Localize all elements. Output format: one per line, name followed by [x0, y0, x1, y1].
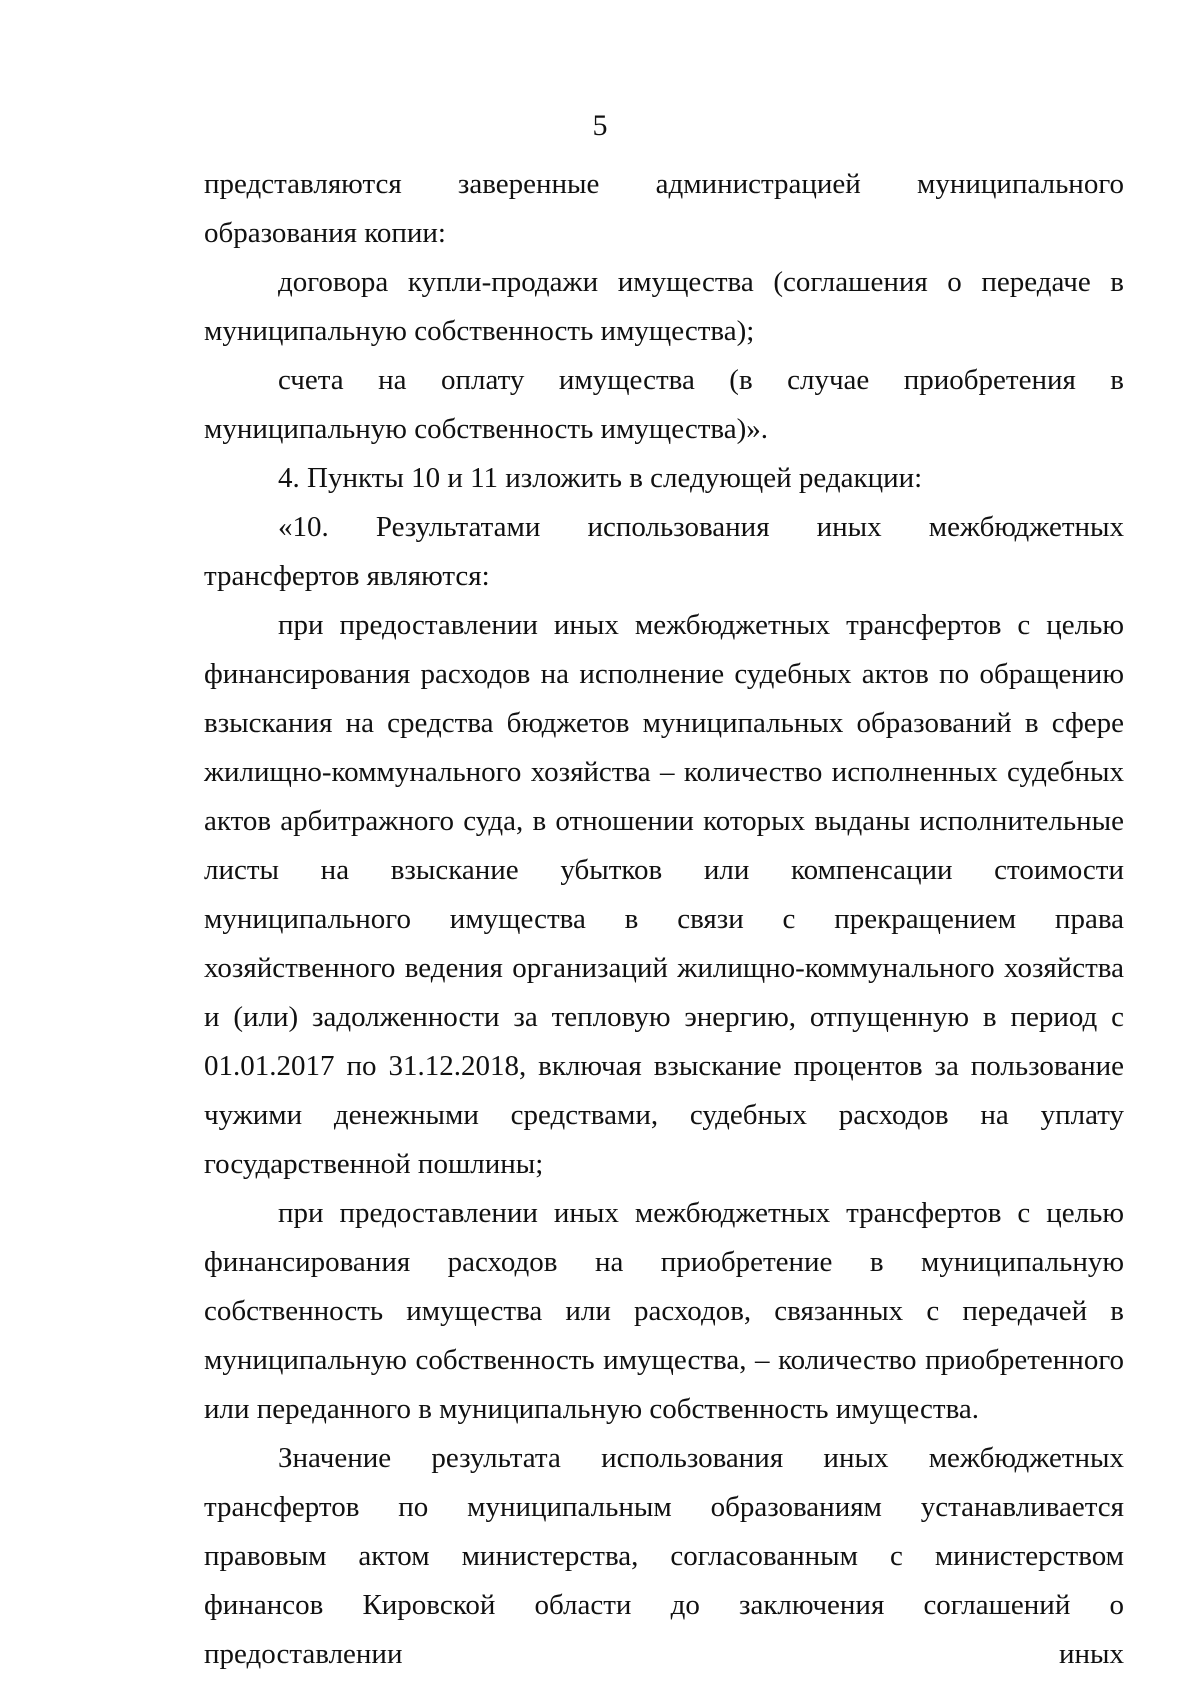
page-number: 5 [592, 109, 608, 142]
paragraph-copies-intro: представляются заверенные администрацией муниципального образования копии: [204, 168, 1124, 249]
paragraph-property-result: при предоставлении иных межбюджетных трансфертов с целью финансирования расходов на приобретение в муниципальную собственность имущества или расходов, связанных с передачей в муниципальную собственность имущества, – количество приобретенного или переданного в муниципальную собственность имущества. [204, 1197, 1124, 1425]
paragraph-invoice: счета на оплату имущества (в случае приобретения в муниципальную собственность имущества)». [204, 364, 1124, 445]
paragraph-item-10-intro: «10. Результатами использования иных межбюджетных трансфертов являются: [204, 511, 1124, 592]
paragraph-purchase-contract: договора купли-продажи имущества (соглашения о передаче в муниципальную собственность имущества); [204, 266, 1124, 347]
paragraph-court-acts-result: при предоставлении иных межбюджетных трансфертов с целью финансирования расходов на исполнение судебных актов по обращению взыскания на средства бюджетов муниципальных образований в сфере жилищно-коммунального хозяйства – количество исполненных судебных актов арбитражного суда, в отношении которых выданы исполнительные листы на взыскание убытков или компенсации стоимости муниципального имущества в связи с прекращением права хозяйственного ведения организаций жилищно-коммунального хозяйства и (или) задолженности за тепловую энергию, отпущенную в период с 01.01.2017 по 31.12.2018, включая взыскание процентов за пользование чужими денежными средствами, судебных расходов на уплату государственной пошлины; [204, 609, 1124, 1180]
paragraph-result-value: Значение результата использования иных межбюджетных трансфертов по муниципальным образованиям устанавливается правовым актом министерства, согласованным с министерством финансов Кировской области до заключения соглашений о предоставлении иных [204, 1442, 1124, 1670]
paragraph-item-4: 4. Пункты 10 и 11 изложить в следующей редакции: [278, 462, 923, 494]
document-body [204, 160, 1124, 1679]
